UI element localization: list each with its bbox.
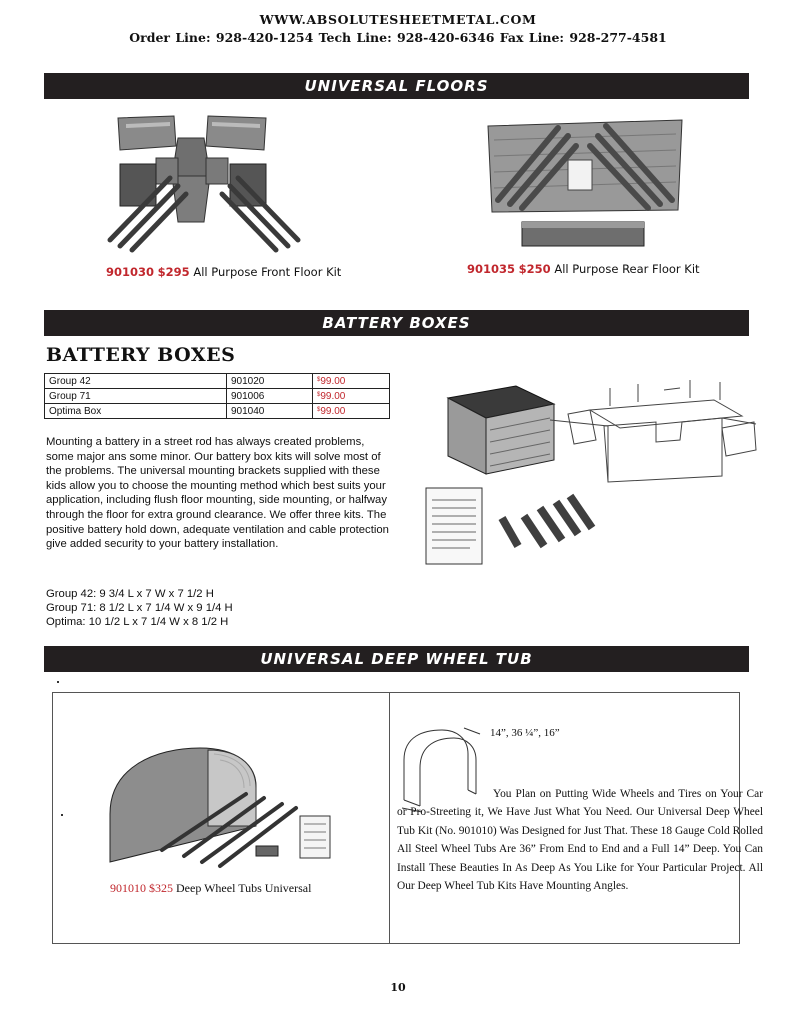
dollar-sign: $ (317, 377, 321, 383)
battery-dims-optima: Optima: 10 1/2 L x 7 1/4 W x 8 1/2 H (46, 616, 229, 628)
website-url[interactable]: WWW.ABSOLUTESHEETMETAL.COM (259, 12, 537, 27)
front-floor-name: All Purpose Front Floor Kit (193, 265, 342, 279)
battery-part: 901006 (227, 389, 313, 404)
table-row (45, 404, 390, 419)
battery-dims-group71: Group 71: 8 1/2 L x 7 1/4 W x 9 1/4 H (46, 602, 233, 614)
tub-dimensions-label: 14”, 36 ¼”, 16” (490, 727, 560, 739)
speck-mark (57, 681, 59, 683)
battery-name: Optima Box (45, 404, 227, 419)
battery-name: Group 71 (45, 389, 227, 404)
rear-floor-name: All Purpose Rear Floor Kit (554, 262, 700, 276)
rear-floor-kit-image (478, 116, 692, 256)
frame-divider (389, 692, 390, 944)
battery-boxes-title: BATTERY BOXES (46, 344, 236, 366)
front-floor-caption (106, 265, 341, 279)
battery-description: Mounting a battery in a street rod has always created problems, some major ans some minor. Our battery box kits will solve most of the problems. The universal mounting brackets supplied with these kids allow you to choose the mounting method which best suits your application, including flush floor mounting, side mounting, or halfway through the floor for extra ground clearance. We offer three kits. The positive battery hold down, adequate ventilation and cable protection give added security to your battery installation. (46, 436, 389, 551)
table-row (45, 389, 390, 404)
battery-price-value: 99.00 (320, 406, 346, 417)
battery-price-value: 99.00 (320, 376, 346, 387)
battery-name: Group 42 (45, 374, 227, 389)
rear-floor-caption (467, 262, 700, 276)
deep-wheel-tub-image (96, 740, 362, 870)
battery-price-value: 99.00 (320, 391, 346, 402)
tub-name: Deep Wheel Tubs Universal (176, 881, 312, 895)
front-floor-price: $295 (157, 265, 190, 279)
battery-price (313, 389, 390, 404)
universal-floors-banner: UNIVERSAL FLOORS (44, 73, 749, 99)
front-floor-part: 901030 (106, 265, 155, 279)
deep-wheel-tub-banner: UNIVERSAL DEEP WHEEL TUB (44, 646, 749, 672)
rear-floor-price: $250 (518, 262, 551, 276)
battery-box-image (420, 370, 762, 584)
battery-price (313, 374, 390, 389)
battery-boxes-banner: BATTERY BOXES (44, 310, 749, 336)
tub-price: $325 (149, 881, 173, 895)
dollar-sign: $ (317, 392, 321, 398)
battery-box-price-table (44, 373, 390, 419)
tub-caption (110, 881, 311, 896)
dollar-sign: $ (317, 407, 321, 413)
battery-price (313, 404, 390, 419)
battery-dims-group42: Group 42: 9 3/4 L x 7 W x 7 1/2 H (46, 588, 214, 600)
battery-part: 901040 (227, 404, 313, 419)
table-row (45, 374, 390, 389)
tub-part: 901010 (110, 881, 146, 895)
rear-floor-part: 901035 (467, 262, 516, 276)
tub-description: You Plan on Putting Wide Wheels and Tires on Your Car or Pro-Streeting it, We Have Just What You Need. Our Universal Deep Wheel Tub Kit (No. 901010) Was Designed for Just That. These 18 Gauge Cold Rolled All Steel Wheel Tubs Are 36” From End to End and a Full 14” Deep. You Can Install These Beauties In As Deep As You Like for Your Particular Project. All Our Deep Wheel Tub Kits Have Mounting Angles. (397, 788, 763, 893)
front-floor-kit-image (100, 112, 310, 260)
battery-part: 901020 (227, 374, 313, 389)
phone-lines: Order Line: 928-420-1254 Tech Line: 928-420-6346 Fax Line: 928-277-4581 (129, 30, 667, 45)
page-number: 10 (390, 981, 406, 994)
